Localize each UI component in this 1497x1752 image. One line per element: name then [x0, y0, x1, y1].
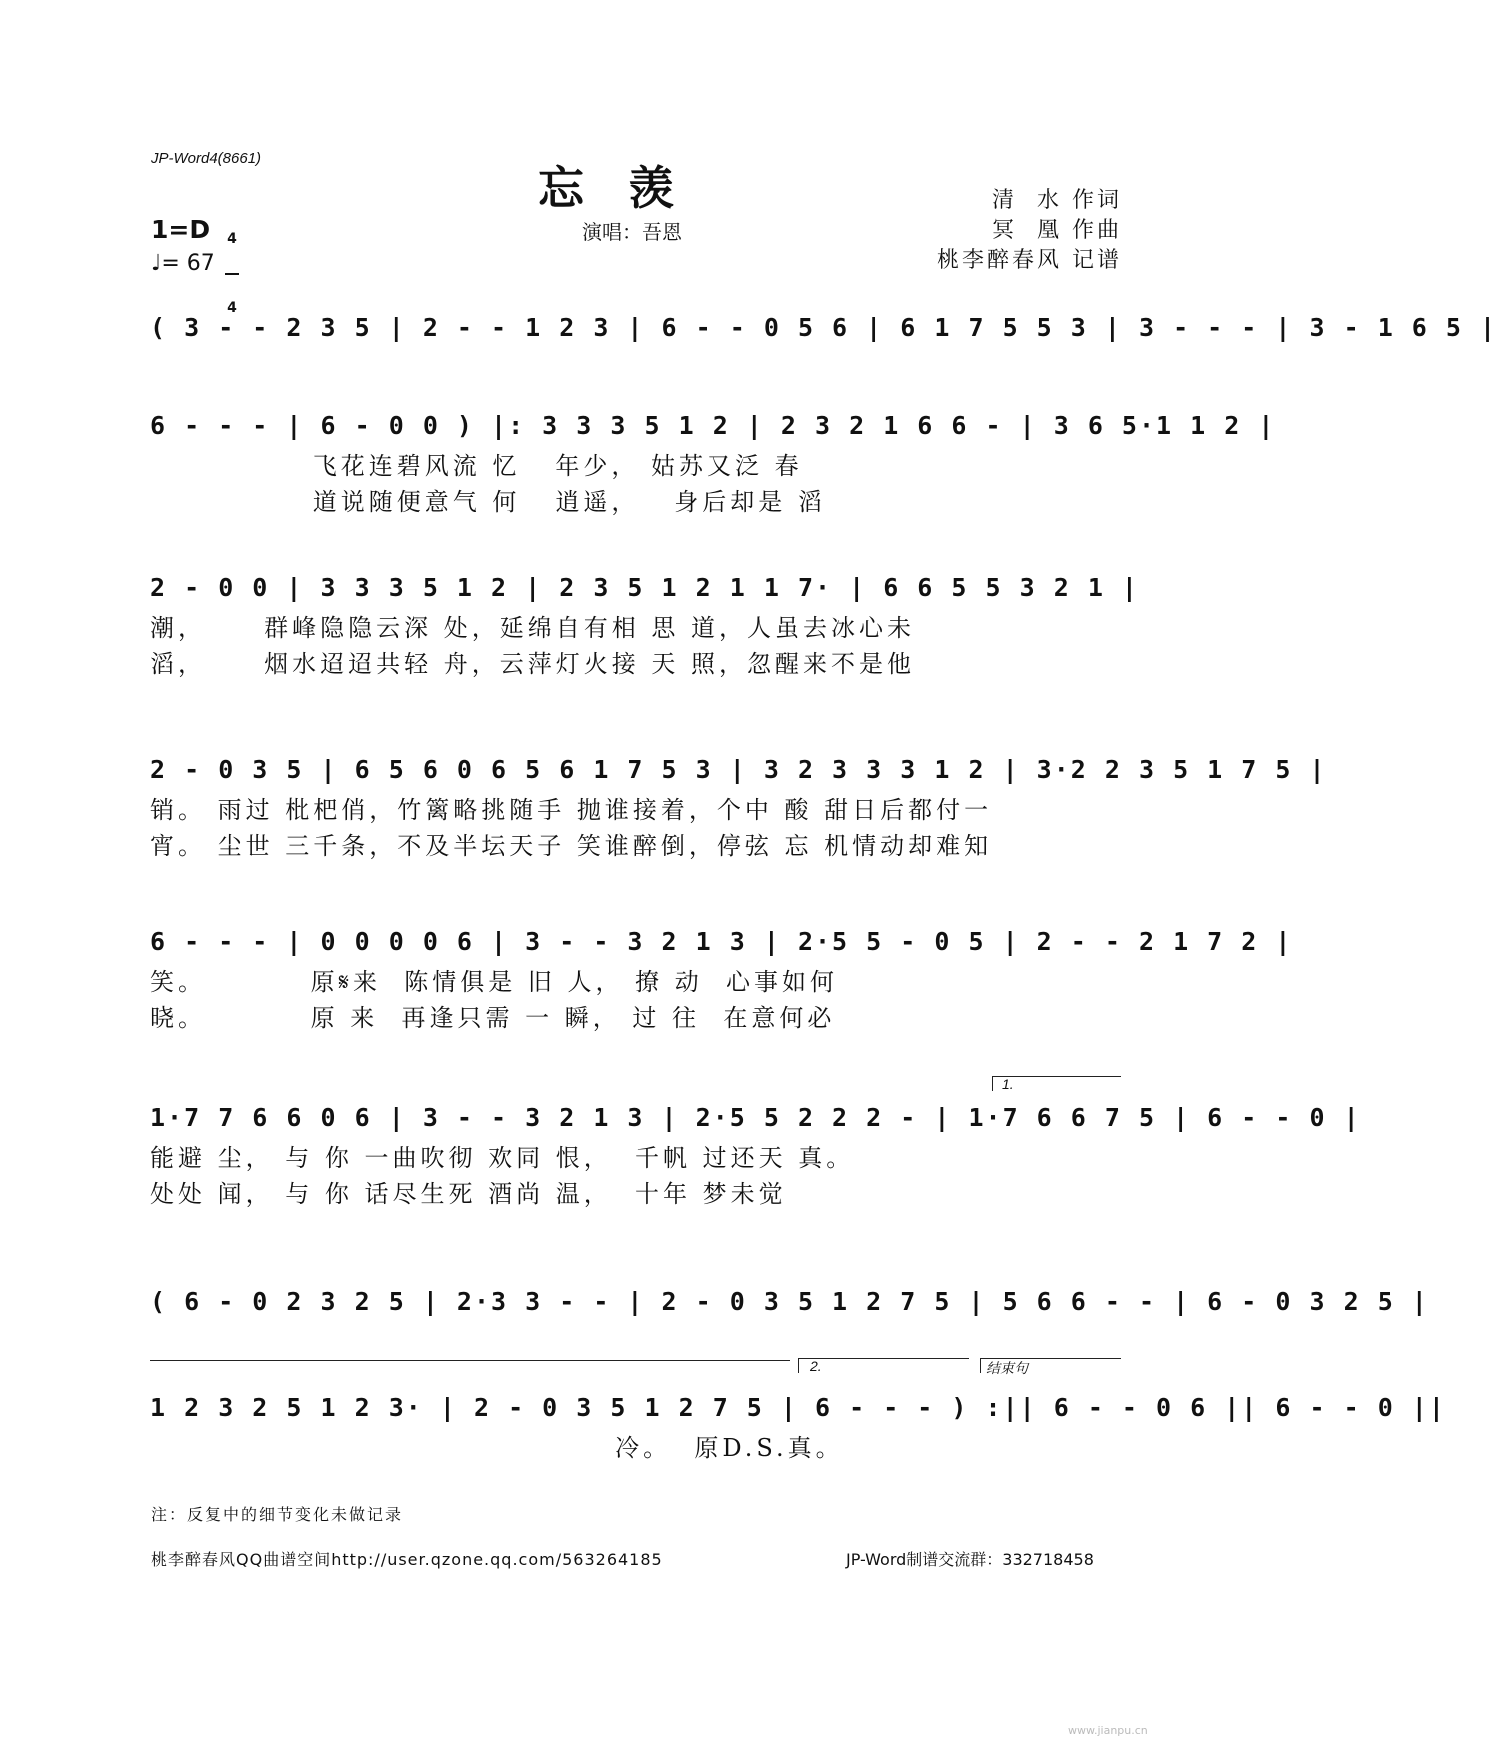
notation-line: 2 - 0 3 5 | 6 5 6 0 6 5 6 1 7 5 3 | 3 2 3 3 3 1 2 | 3·2 2 3 5 1 7 5 |	[150, 755, 1327, 784]
meter-line	[225, 273, 239, 275]
lyric-verse-1: 潮， 群峰隐隐云深 处，延绵自有相 思 道，人虽去冰心未	[150, 614, 916, 642]
notation-line: 6 - - - | 0 0 0 0 6 | 3 - - 3 2 1 3 | 2·5 5 - 0 5 | 2 - - 2 1 7 2 |	[150, 927, 1293, 956]
lyric-verse-1: 飞花连碧风流 忆 年少， 姑苏又泛 春	[150, 452, 803, 480]
singer-credit: 演唱：吾恩	[582, 220, 682, 244]
tempo-mark: ♩= 67	[151, 251, 215, 276]
first-ending-label: 1.	[1002, 1076, 1014, 1092]
lyric-verse-2: 晓。 原 来 再逢只需 一 瞬， 过 往 在意何必	[150, 1004, 836, 1032]
ending-label: 结束句	[986, 1360, 1028, 1376]
lyric-verse-1: 冷。 原D.S.真。	[150, 1434, 844, 1462]
song-title: 忘羡	[538, 161, 718, 215]
lyric-verse-1: 销。 雨过 枇杷俏，竹篱略挑随手 抛谁接着，个中 酸 甜日后都付一	[150, 796, 993, 824]
lyric-verse-2: 滔， 烟水迢迢共轻 舟，云萍灯火接 天 照，忽醒来不是他	[150, 650, 916, 678]
notation-line: 2 - 0 0 | 3 3 3 5 1 2 | 2 3 5 1 2 1 1 7· | 6 6 5 5 3 2 1 |	[150, 573, 1139, 602]
lyric-verse-2: 宵。 尘世 三千条，不及半坛天子 笑谁醉倒，停弦 忘 机情动却难知	[150, 832, 993, 860]
site-watermark: www.jianpu.cn	[1068, 1724, 1148, 1737]
second-ending-bracket	[798, 1358, 969, 1373]
second-ending-label: 2.	[810, 1358, 822, 1374]
lyricist-credit: 清 水 作词	[992, 188, 1122, 213]
notation-line: ( 3 - - 2 3 5 | 2 - - 1 2 3 | 6 - - 0 5 6 | 6 1 7 5 5 3 | 3 - - - | 3 - 1 6 5 |	[150, 313, 1497, 342]
footnote: 注：反复中的细节变化未做记录	[151, 1505, 404, 1524]
meter-bottom: 4	[227, 300, 237, 316]
key-signature: 1=D	[151, 215, 211, 244]
lyric-verse-1: 能避 尘， 与 你 一曲吹彻 欢同 恨， 千帆 过还天 真。	[150, 1144, 855, 1172]
meter-top: 4	[227, 231, 237, 247]
notation-line: 1·7 7 6 6 0 6 | 3 - - 3 2 1 3 | 2·5 5 2 2 2 - | 1·7 6 6 7 5 | 6 - - 0 |	[150, 1103, 1361, 1132]
composer-credit: 冥 凰 作曲	[992, 218, 1122, 243]
section-line	[150, 1360, 790, 1361]
lyric-verse-1: 笑。 原𝄋来 陈情俱是 旧 人， 撩 动 心事如何	[150, 968, 839, 996]
lyric-verse-2: 道说随便意气 何 逍遥， 身后却是 滔	[150, 488, 826, 516]
lyric-verse-2: 处处 闻， 与 你 话尽生死 酒尚 温， 十年 梦未觉	[150, 1180, 787, 1208]
qzone-link[interactable]: 桃李醉春风QQ曲谱空间http://user.qzone.qq.com/563264185	[151, 1550, 663, 1569]
notation-line: 1 2 3 2 5 1 2 3· | 2 - 0 3 5 1 2 7 5 | 6 - - - ) :|| 6 - - 0 6 || 6 - - 0 ||	[150, 1393, 1446, 1422]
notation-line: 6 - - - | 6 - 0 0 ) |: 3 3 3 5 1 2 | 2 3 2 1 6 6 - | 3 6 5·1 1 2 |	[150, 411, 1276, 440]
qq-group-info: JP-Word制谱交流群：332718458	[846, 1550, 1094, 1569]
notation-line: ( 6 - 0 2 3 2 5 | 2·3 3 - - | 2 - 0 3 5 1 2 7 5 | 5 6 6 - - | 6 - 0 3 2 5 |	[150, 1287, 1429, 1316]
transcriber-credit: 桃李醉春风 记谱	[937, 248, 1122, 273]
source-label: JP-Word4(8661)	[151, 150, 262, 167]
